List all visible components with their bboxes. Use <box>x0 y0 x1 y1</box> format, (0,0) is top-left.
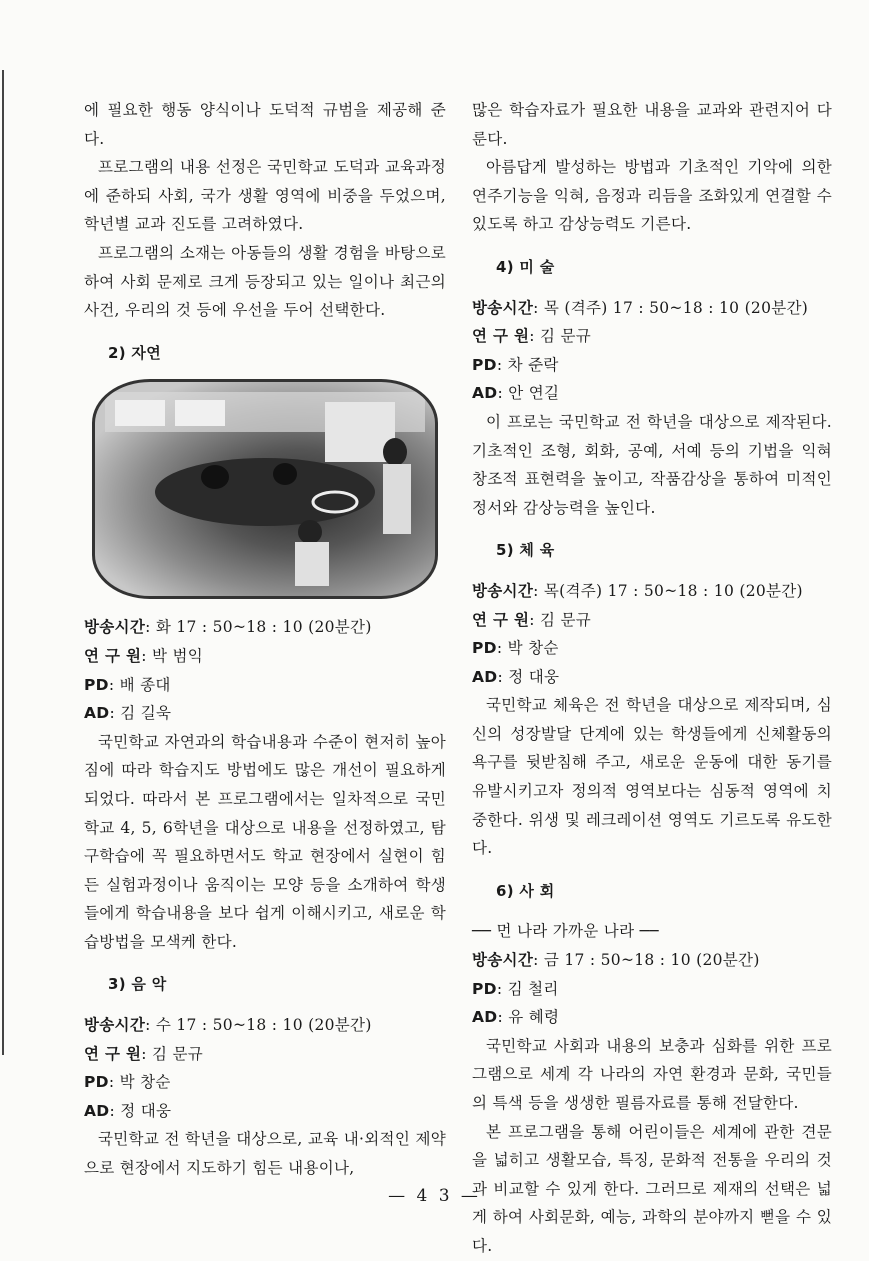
science-broadcast-time: 방송시간: 화 17 : 50~18 : 10 (20분간) <box>84 618 372 637</box>
section-heading-pe: 5) 체 육 <box>496 541 555 560</box>
pe-researcher: 연 구 원: 김 문규 <box>472 610 592 629</box>
left-column <box>84 96 446 1183</box>
pe-pd: PD: 박 창순 <box>472 639 559 658</box>
section-heading-art: 4) 미 술 <box>496 257 555 276</box>
section-heading-science: 2) 자연 <box>108 343 161 362</box>
classroom-photo <box>92 379 438 599</box>
pe-broadcast-time: 방송시간: 목(격주) 17 : 50~18 : 10 (20분간) <box>472 581 803 600</box>
music-ad: AD: 정 대웅 <box>84 1101 172 1120</box>
social-ad: AD: 유 혜령 <box>472 1008 560 1027</box>
social-broadcast-time: 방송시간: 금 17 : 50~18 : 10 (20분간) <box>472 951 760 970</box>
page-margin-line <box>2 70 4 1055</box>
social-body: 국민학교 사회과 내용의 보충과 심화를 위한 프로그램으로 세계 각 나라의 자연 환경과 문화, 국민들의 특색 등을 생생한 필름자료를 통해 전달한다. <box>472 1036 832 1112</box>
art-ad: AD: 안 연길 <box>472 384 560 403</box>
science-ad: AD: 김 길욱 <box>84 704 172 723</box>
science-researcher: 연 구 원: 박 범익 <box>84 646 204 665</box>
art-pd: PD: 차 준락 <box>472 355 559 374</box>
science-pd: PD: 배 종대 <box>84 675 171 694</box>
art-broadcast-time: 방송시간: 목 (격주) 17 : 50~18 : 10 (20분간) <box>472 298 809 317</box>
music-researcher: 연 구 원: 김 문규 <box>84 1044 204 1063</box>
social-subtitle: ── 먼 나라 가까운 나라 ── <box>472 922 659 941</box>
music-body: 국민학교 전 학년을 대상으로, 교육 내·외적인 제약으로 현장에서 지도하기 힘든 내용이나, <box>84 1130 446 1178</box>
pe-body: 국민학교 체육은 전 학년을 대상으로 제작되며, 심신의 성장발달 단계에 있는 학생들에게 신체활동의 욕구를 뒷받침해 주고, 새로운 운동에 대한 동기를 유발시키고자 정의적 영역보다는 심동적 영역에 치중한다. 위생 및 레크레이션 영역도 기르도록 유도한다. <box>472 696 832 858</box>
classroom-photo-illustration <box>95 382 435 596</box>
art-researcher: 연 구 원: 김 문규 <box>472 327 592 346</box>
music-body-continued-2: 아름답게 발성하는 방법과 기초적인 기악에 의한 연주기능을 익혀, 음정과 리듬을 조화있게 연결할 수 있도록 하고 감상능력도 기른다. <box>472 158 832 234</box>
art-body: 이 프로는 국민학교 전 학년을 대상으로 제작된다. 기초적인 조형, 회화, 공예, 서예 등의 기법을 익혀 창조적 표현력을 높이고, 작품감상을 통하여 미적인 정서와 감상능력을 높인다. <box>472 412 832 517</box>
pe-ad: AD: 정 대웅 <box>472 667 560 686</box>
paragraph-selection: 프로그램의 내용 선정은 국민학교 도덕과 교육과정에 준하되 사회, 국가 생활 영역에 비중을 두었으며, 학년별 교과 진도를 고려하였다. <box>84 158 446 234</box>
paragraph-intro: 에 필요한 행동 양식이나 도덕적 규범을 제공해 준다. <box>84 101 446 148</box>
right-column <box>472 96 832 1261</box>
page-number: — 4 3 — <box>388 1186 481 1206</box>
section-heading-music: 3) 음 악 <box>108 975 167 994</box>
music-pd: PD: 박 창순 <box>84 1073 171 1092</box>
social-pd: PD: 김 철리 <box>472 979 559 998</box>
social-body-2: 본 프로그램을 통해 어린이들은 세계에 관한 견문을 넓히고 생활모습, 특징, 문화적 전통을 우리의 것과 비교할 수 있게 한다. 그러므로 제재의 선택은 넓게 하여 사회문화, 예능, 과학의 분야까지 뻗을 수 있다. <box>472 1122 832 1255</box>
science-body: 국민학교 자연과의 학습내용과 수준이 현저히 높아짐에 따라 학습지도 방법에도 많은 개선이 필요하게 되었다. 따라서 본 프로그램에서는 일차적으로 국민학교 4, 5, 6학년을 대상으로 내용을 선정하였고, 탐구학습에 꼭 필요하면서도 학교 현장에서 실현이 힘든 실험과정이나 움직이는 모양 등을 소개하여 학생들에게 학습내용을 보다 쉽게 이해시키고, 새로운 학습방법을 모색케 한다. <box>84 732 446 951</box>
section-heading-social: 6) 사 회 <box>496 881 555 900</box>
paragraph-material: 프로그램의 소재는 아동들의 생활 경험을 바탕으로 하여 사회 문제로 크게 등장되고 있는 일이나 최근의 사건, 우리의 것 등에 우선을 두어 선택한다. <box>84 243 446 320</box>
music-body-continued: 많은 학습자료가 필요한 내용을 교과와 관련지어 다룬다. <box>472 101 832 148</box>
music-broadcast-time: 방송시간: 수 17 : 50~18 : 10 (20분간) <box>84 1016 372 1035</box>
